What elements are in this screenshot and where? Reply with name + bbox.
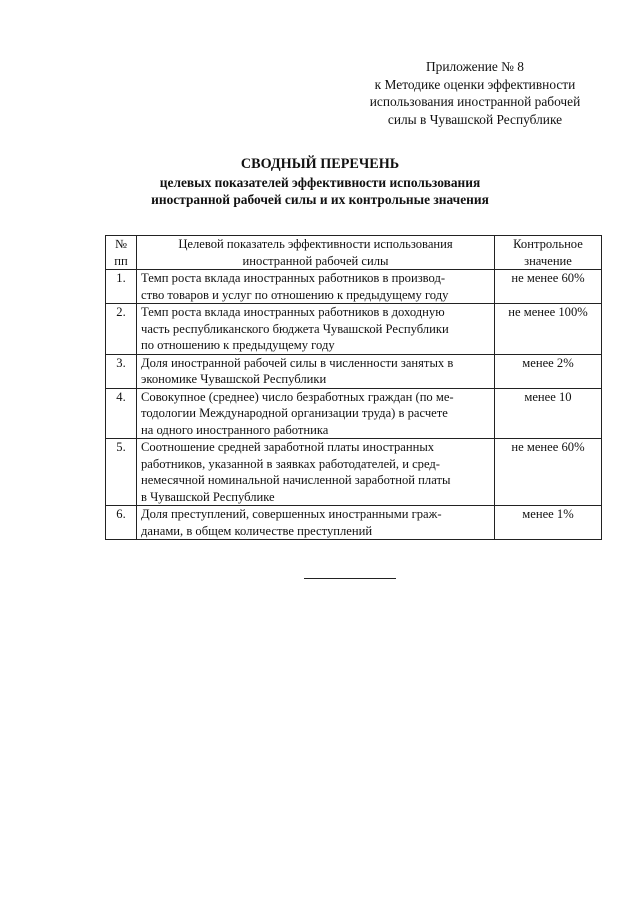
row-indicator <box>137 270 495 304</box>
indicator-line: Доля преступлений, совершенных иностранными граж- <box>141 507 442 521</box>
indicator-line: немесячной номинальной начисленной заработной платы <box>141 473 451 487</box>
row-control-value: менее 10 <box>495 388 602 439</box>
indicator-line: Темп роста вклада иностранных работников в производ- <box>141 271 446 285</box>
header-value <box>495 236 602 270</box>
row-control-value: не менее 100% <box>495 304 602 355</box>
appendix-reference <box>350 58 600 128</box>
table-row <box>106 388 602 439</box>
row-indicator <box>137 388 495 439</box>
header-value-line: значение <box>524 253 572 268</box>
header-indicator-line: иностранной рабочей силы <box>242 253 389 268</box>
row-control-value: менее 1% <box>495 506 602 540</box>
indicator-line: экономике Чувашской Республики <box>141 372 327 386</box>
appendix-line: силы в Чувашской Республике <box>387 111 563 127</box>
header-indicator <box>137 236 495 270</box>
row-control-value: не менее 60% <box>495 439 602 506</box>
appendix-line: использования иностранной рабочей <box>369 94 581 109</box>
table-row <box>106 304 602 355</box>
indicators-table <box>105 235 602 540</box>
header-value-line: Контрольное <box>513 237 583 251</box>
row-number: 2. <box>106 304 137 355</box>
header-number-line: № <box>114 237 128 251</box>
document-heading <box>0 155 640 208</box>
row-number: 6. <box>106 506 137 540</box>
row-indicator <box>137 354 495 388</box>
row-indicator <box>137 506 495 540</box>
header-indicator-line: Целевой показатель эффективности использования <box>178 237 453 251</box>
appendix-line: Приложение № 8 <box>425 59 525 74</box>
indicator-line: на одного иностранного работника <box>141 422 329 437</box>
row-indicator <box>137 304 495 355</box>
indicator-line: Соотношение средней заработной платы иностранных <box>141 440 435 454</box>
document-subtitle-line: целевых показателей эффективности использования <box>159 175 481 190</box>
row-control-value: менее 2% <box>495 354 602 388</box>
indicator-line: Совокупное (среднее) число безработных граждан (по ме- <box>141 389 454 404</box>
row-indicator <box>137 439 495 506</box>
row-number: 5. <box>106 439 137 506</box>
indicator-line: работников, указанной в заявках работодателей, и сред- <box>141 456 441 471</box>
indicator-line: в Чувашской Республике <box>141 489 275 504</box>
row-control-value: не менее 60% <box>495 270 602 304</box>
indicator-line: часть республиканского бюджета Чувашской Республики <box>141 321 449 336</box>
indicator-line: ство товаров и услуг по отношению к предыдущему году <box>141 287 449 302</box>
header-number <box>106 236 137 270</box>
row-number: 1. <box>106 270 137 304</box>
indicator-line: Темп роста вклада иностранных работников в доходную <box>141 305 445 319</box>
appendix-line: к Методике оценки эффективности <box>374 76 576 92</box>
row-number: 3. <box>106 354 137 388</box>
table-row <box>106 439 602 506</box>
header-number-line: пп <box>114 253 128 268</box>
table-row <box>106 354 602 388</box>
table-row <box>106 270 602 304</box>
indicator-line: данами, в общем количестве преступлений <box>141 523 373 538</box>
row-number: 4. <box>106 388 137 439</box>
table-header-row <box>106 236 602 270</box>
end-divider <box>304 578 396 579</box>
indicator-line: тодологии Международной организации труда) в расчете <box>141 406 448 420</box>
indicator-line: Доля иностранной рабочей силы в численности занятых в <box>141 355 454 370</box>
document-subtitle-line: иностранной рабочей силы и их контрольные значения <box>151 192 489 207</box>
indicator-line: по отношению к предыдущему году <box>141 338 335 352</box>
document-title: СВОДНЫЙ ПЕРЕЧЕНЬ <box>240 156 400 172</box>
table-row <box>106 506 602 540</box>
